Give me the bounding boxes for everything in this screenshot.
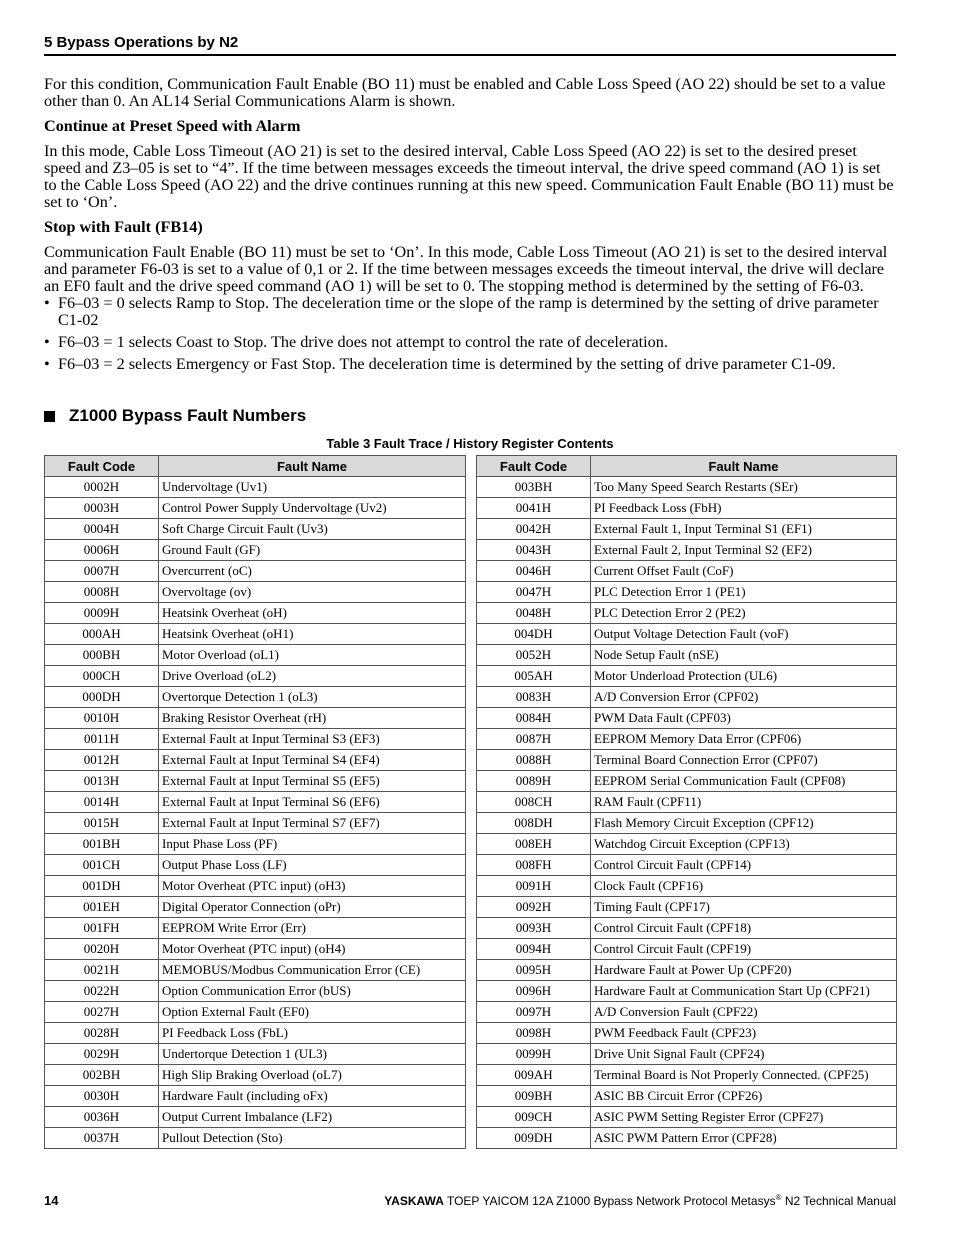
fault-name-cell: PWM Data Fault (CPF03) <box>591 708 897 729</box>
fault-name-cell: Hardware Fault at Power Up (CPF20) <box>591 960 897 981</box>
fault-code-cell: 0009H <box>45 603 159 624</box>
table-row <box>477 561 897 582</box>
list-item <box>44 334 896 351</box>
table-row <box>45 1023 466 1044</box>
fault-name-cell: Hardware Fault (including oFx) <box>159 1086 466 1107</box>
table-row <box>477 687 897 708</box>
fault-code-cell: 0099H <box>477 1044 591 1065</box>
fault-name-cell: Pullout Detection (Sto) <box>159 1128 466 1149</box>
fault-code-cell: 000AH <box>45 624 159 645</box>
fault-code-cell: 009CH <box>477 1107 591 1128</box>
column-header-fault-name: Fault Name <box>159 456 466 477</box>
table-row <box>45 666 466 687</box>
footer-title <box>384 1193 896 1208</box>
fault-code-cell: 0084H <box>477 708 591 729</box>
fault-code-cell: 008EH <box>477 834 591 855</box>
list-item <box>44 295 896 329</box>
fault-name-cell: High Slip Braking Overload (oL7) <box>159 1065 466 1086</box>
fault-code-cell: 0007H <box>45 561 159 582</box>
table-row <box>45 792 466 813</box>
fault-code-cell: 0037H <box>45 1128 159 1149</box>
fault-code-cell: 0008H <box>45 582 159 603</box>
fault-name-cell: Drive Overload (oL2) <box>159 666 466 687</box>
table-row <box>477 750 897 771</box>
table-row <box>45 603 466 624</box>
fault-code-cell: 0036H <box>45 1107 159 1128</box>
fault-name-cell: Option External Fault (EF0) <box>159 1002 466 1023</box>
fault-name-cell: ASIC PWM Pattern Error (CPF28) <box>591 1128 897 1149</box>
fault-code-cell: 0052H <box>477 645 591 666</box>
table-row <box>45 708 466 729</box>
fault-name-cell: External Fault 2, Input Terminal S2 (EF2) <box>591 540 897 561</box>
table-row <box>45 624 466 645</box>
list-item <box>44 356 896 373</box>
fault-name-cell: EEPROM Memory Data Error (CPF06) <box>591 729 897 750</box>
fault-code-cell: 004DH <box>477 624 591 645</box>
fault-name-cell: ASIC BB Circuit Error (CPF26) <box>591 1086 897 1107</box>
table-row <box>477 813 897 834</box>
fault-code-cell: 001CH <box>45 855 159 876</box>
table-row <box>45 729 466 750</box>
fault-name-cell: A/D Conversion Fault (CPF22) <box>591 1002 897 1023</box>
fault-code-cell: 0002H <box>45 477 159 498</box>
table-row <box>477 582 897 603</box>
table-row <box>477 666 897 687</box>
fault-name-cell: Control Circuit Fault (CPF19) <box>591 939 897 960</box>
fault-name-cell: PLC Detection Error 1 (PE1) <box>591 582 897 603</box>
table-row <box>45 1086 466 1107</box>
fault-name-cell: External Fault at Input Terminal S4 (EF4) <box>159 750 466 771</box>
fault-code-cell: 0014H <box>45 792 159 813</box>
table-row <box>45 918 466 939</box>
fault-code-cell: 0098H <box>477 1023 591 1044</box>
bullet-text: F6–03 = 0 selects Ramp to Stop. The deceleration time or the slope of the ramp is determined by the setting of drive parameter C1-02 <box>58 294 879 329</box>
fault-code-cell: 009BH <box>477 1086 591 1107</box>
column-header-fault-code: Fault Code <box>477 456 591 477</box>
fault-code-cell: 000CH <box>45 666 159 687</box>
fault-name-cell: External Fault at Input Terminal S5 (EF5) <box>159 771 466 792</box>
fault-code-cell: 0042H <box>477 519 591 540</box>
fault-name-cell: Node Setup Fault (nSE) <box>591 645 897 666</box>
fault-code-cell: 0091H <box>477 876 591 897</box>
table-row <box>45 897 466 918</box>
table-row <box>45 876 466 897</box>
fault-name-cell: Overcurrent (oC) <box>159 561 466 582</box>
fault-code-cell: 0093H <box>477 918 591 939</box>
fault-code-cell: 0041H <box>477 498 591 519</box>
fault-name-cell: Watchdog Circuit Exception (CPF13) <box>591 834 897 855</box>
fault-name-cell: Output Current Imbalance (LF2) <box>159 1107 466 1128</box>
table-row <box>45 939 466 960</box>
column-header-fault-code: Fault Code <box>45 456 159 477</box>
fault-code-cell: 0028H <box>45 1023 159 1044</box>
fault-name-cell: A/D Conversion Error (CPF02) <box>591 687 897 708</box>
table-row <box>477 477 897 498</box>
fault-code-cell: 0096H <box>477 981 591 1002</box>
fault-name-cell: Digital Operator Connection (oPr) <box>159 897 466 918</box>
fault-name-cell: Output Voltage Detection Fault (voF) <box>591 624 897 645</box>
square-bullet-icon <box>44 411 55 422</box>
fault-name-cell: Motor Overheat (PTC input) (oH3) <box>159 876 466 897</box>
table-row <box>477 624 897 645</box>
table-row <box>477 1086 897 1107</box>
fault-name-cell: External Fault at Input Terminal S3 (EF3) <box>159 729 466 750</box>
fault-code-cell: 0048H <box>477 603 591 624</box>
fault-name-cell: Terminal Board is Not Properly Connected. (CPF25) <box>591 1065 897 1086</box>
fault-code-cell: 0097H <box>477 1002 591 1023</box>
fault-name-cell: Timing Fault (CPF17) <box>591 897 897 918</box>
table-row <box>45 582 466 603</box>
fault-table-left <box>44 455 466 1149</box>
table-row <box>45 645 466 666</box>
subheading-stop-with-fault: Stop with Fault (FB14) <box>44 218 203 236</box>
table-header-row <box>45 456 466 477</box>
fault-code-cell: 0006H <box>45 540 159 561</box>
table-row <box>477 498 897 519</box>
table-header-row <box>477 456 897 477</box>
fault-code-cell: 008FH <box>477 855 591 876</box>
fault-code-cell: 009AH <box>477 1065 591 1086</box>
table-row <box>45 1002 466 1023</box>
table-row <box>45 519 466 540</box>
fault-name-cell: External Fault at Input Terminal S7 (EF7) <box>159 813 466 834</box>
table-row <box>45 687 466 708</box>
fault-name-cell: Control Power Supply Undervoltage (Uv2) <box>159 498 466 519</box>
table-row <box>477 771 897 792</box>
table-row <box>45 981 466 1002</box>
table-row <box>477 540 897 561</box>
header-rule <box>44 54 896 56</box>
table-row <box>477 1023 897 1044</box>
fault-name-cell: Ground Fault (GF) <box>159 540 466 561</box>
fault-code-cell: 000BH <box>45 645 159 666</box>
section-header: 5 Bypass Operations by N2 <box>44 34 239 51</box>
table-row <box>477 1044 897 1065</box>
table-row <box>477 792 897 813</box>
fault-code-cell: 0047H <box>477 582 591 603</box>
fault-code-cell: 0004H <box>45 519 159 540</box>
fault-name-cell: PLC Detection Error 2 (PE2) <box>591 603 897 624</box>
fault-code-cell: 0015H <box>45 813 159 834</box>
table-row <box>477 519 897 540</box>
bullet-text: F6–03 = 1 selects Coast to Stop. The drive does not attempt to control the rate of deceleration. <box>58 333 668 351</box>
fault-code-cell: 0027H <box>45 1002 159 1023</box>
fault-code-cell: 0030H <box>45 1086 159 1107</box>
fault-code-cell: 001BH <box>45 834 159 855</box>
bullet-text: F6–03 = 2 selects Emergency or Fast Stop. The deceleration time is determined by the setting of drive parameter C1-09. <box>58 355 836 373</box>
fault-name-cell: Overtorque Detection 1 (oL3) <box>159 687 466 708</box>
table-row <box>477 1002 897 1023</box>
fault-name-cell: Control Circuit Fault (CPF18) <box>591 918 897 939</box>
fault-name-cell: Heatsink Overheat (oH1) <box>159 624 466 645</box>
fault-code-cell: 0010H <box>45 708 159 729</box>
fault-name-cell: Motor Overheat (PTC input) (oH4) <box>159 939 466 960</box>
table-row <box>477 897 897 918</box>
fault-name-cell: External Fault at Input Terminal S6 (EF6) <box>159 792 466 813</box>
fault-name-cell: Undertorque Detection 1 (UL3) <box>159 1044 466 1065</box>
fault-code-cell: 0087H <box>477 729 591 750</box>
fault-code-cell: 001DH <box>45 876 159 897</box>
bullet-list <box>44 295 896 373</box>
table-row <box>477 645 897 666</box>
fault-code-cell: 0043H <box>477 540 591 561</box>
paragraph-3: Communication Fault Enable (BO 11) must be set to ‘On’. In this mode, Cable Loss Timeout (AO 21) is set to the desired interval and parameter F6-03 is set to a value of 0,1 or 2. If the time between messages exceeds the timeout interval, the drive will declare an EF0 fault and the drive speed command (AO 1) will be set to 0. The stopping method is determined by the setting of F6-03. <box>44 243 888 295</box>
bullet-icon: • <box>44 294 50 312</box>
fault-name-cell: Too Many Speed Search Restarts (SEr) <box>591 477 897 498</box>
fault-code-cell: 0046H <box>477 561 591 582</box>
fault-name-cell: Current Offset Fault (CoF) <box>591 561 897 582</box>
fault-name-cell: Control Circuit Fault (CPF14) <box>591 855 897 876</box>
brand-name: YASKAWA <box>384 1194 444 1208</box>
fault-name-cell: MEMOBUS/Modbus Communication Error (CE) <box>159 960 466 981</box>
fault-code-cell: 0003H <box>45 498 159 519</box>
fault-name-cell: PI Feedback Loss (FbL) <box>159 1023 466 1044</box>
fault-code-cell: 0013H <box>45 771 159 792</box>
subheading-continue-preset-speed: Continue at Preset Speed with Alarm <box>44 117 301 135</box>
fault-code-cell: 0022H <box>45 981 159 1002</box>
table-row <box>45 1044 466 1065</box>
table-row <box>45 1107 466 1128</box>
table-row <box>45 834 466 855</box>
fault-code-cell: 0020H <box>45 939 159 960</box>
fault-name-cell: PI Feedback Loss (FbH) <box>591 498 897 519</box>
fault-name-cell: Terminal Board Connection Error (CPF07) <box>591 750 897 771</box>
table-row <box>45 540 466 561</box>
table-row <box>477 918 897 939</box>
fault-name-cell: Motor Underload Protection (UL6) <box>591 666 897 687</box>
fault-code-cell: 000DH <box>45 687 159 708</box>
fault-table-right <box>476 455 897 1149</box>
fault-code-cell: 005AH <box>477 666 591 687</box>
fault-code-cell: 003BH <box>477 477 591 498</box>
fault-name-cell: Flash Memory Circuit Exception (CPF12) <box>591 813 897 834</box>
fault-code-cell: 008DH <box>477 813 591 834</box>
table-row <box>477 1107 897 1128</box>
fault-name-cell: EEPROM Serial Communication Fault (CPF08) <box>591 771 897 792</box>
column-header-fault-name: Fault Name <box>591 456 897 477</box>
page-number: 14 <box>44 1193 59 1208</box>
table-row <box>45 561 466 582</box>
fault-name-cell: EEPROM Write Error (Err) <box>159 918 466 939</box>
bullet-icon: • <box>44 333 50 351</box>
table-row <box>45 960 466 981</box>
fault-name-cell: Clock Fault (CPF16) <box>591 876 897 897</box>
bullet-icon: • <box>44 355 50 373</box>
fault-name-cell: Input Phase Loss (PF) <box>159 834 466 855</box>
table-row <box>477 834 897 855</box>
fault-name-cell: Hardware Fault at Communication Start Up (CPF21) <box>591 981 897 1002</box>
table-row <box>477 855 897 876</box>
table-row <box>477 603 897 624</box>
fault-code-cell: 0088H <box>477 750 591 771</box>
fault-name-cell: Undervoltage (Uv1) <box>159 477 466 498</box>
table-row <box>45 498 466 519</box>
fault-code-cell: 002BH <box>45 1065 159 1086</box>
section-title-text: Z1000 Bypass Fault Numbers <box>69 406 307 425</box>
fault-code-cell: 0012H <box>45 750 159 771</box>
table-row <box>477 981 897 1002</box>
registered-mark: ® <box>775 1193 782 1202</box>
table-row <box>45 771 466 792</box>
fault-name-cell: Heatsink Overheat (oH) <box>159 603 466 624</box>
fault-code-cell: 0089H <box>477 771 591 792</box>
fault-code-cell: 009DH <box>477 1128 591 1149</box>
fault-name-cell: Drive Unit Signal Fault (CPF24) <box>591 1044 897 1065</box>
fault-name-cell: Overvoltage (ov) <box>159 582 466 603</box>
fault-name-cell: Output Phase Loss (LF) <box>159 855 466 876</box>
table-row <box>477 1128 897 1149</box>
table-row <box>45 813 466 834</box>
fault-code-cell: 0029H <box>45 1044 159 1065</box>
table-row <box>477 729 897 750</box>
manual-title-suffix: N2 Technical Manual <box>781 1194 896 1208</box>
fault-code-cell: 0094H <box>477 939 591 960</box>
fault-code-cell: 0092H <box>477 897 591 918</box>
table-row <box>477 1065 897 1086</box>
fault-name-cell: Braking Resistor Overheat (rH) <box>159 708 466 729</box>
table-caption: Table 3 Fault Trace / History Register Contents <box>326 436 614 451</box>
fault-code-cell: 0095H <box>477 960 591 981</box>
fault-name-cell: PWM Feedback Fault (CPF23) <box>591 1023 897 1044</box>
table-row <box>45 1128 466 1149</box>
table-row <box>45 1065 466 1086</box>
body-text <box>44 76 896 378</box>
fault-code-cell: 0021H <box>45 960 159 981</box>
paragraph-2: In this mode, Cable Loss Timeout (AO 21) is set to the desired interval, Cable Loss Speed (AO 22) is set to the desired preset speed and Z3–05 is set to “4”. If the time between messages exceeds the timeout interval, the drive speed command (AO 1) is set to the Cable Loss Speed (AO 22) and the drive continues running at this new speed. Communication Fault Enable (BO 11) must be set to ‘On’. <box>44 142 894 211</box>
fault-code-cell: 0011H <box>45 729 159 750</box>
fault-code-cell: 008CH <box>477 792 591 813</box>
table-row <box>45 855 466 876</box>
manual-title: TOEP YAICOM 12A Z1000 Bypass Network Protocol Metasys <box>446 1194 776 1208</box>
section-title <box>44 406 306 426</box>
table-row <box>45 477 466 498</box>
fault-name-cell: RAM Fault (CPF11) <box>591 792 897 813</box>
fault-code-cell: 001FH <box>45 918 159 939</box>
fault-name-cell: Option Communication Error (bUS) <box>159 981 466 1002</box>
fault-name-cell: Soft Charge Circuit Fault (Uv3) <box>159 519 466 540</box>
fault-name-cell: Motor Overload (oL1) <box>159 645 466 666</box>
paragraph-1: For this condition, Communication Fault Enable (BO 11) must be enabled and Cable Loss Speed (AO 22) should be set to a value other than 0. An AL14 Serial Communications Alarm is shown. <box>44 75 886 110</box>
fault-code-cell: 0083H <box>477 687 591 708</box>
fault-name-cell: External Fault 1, Input Terminal S1 (EF1) <box>591 519 897 540</box>
table-row <box>477 960 897 981</box>
table-row <box>45 750 466 771</box>
fault-code-cell: 001EH <box>45 897 159 918</box>
table-row <box>477 939 897 960</box>
table-row <box>477 708 897 729</box>
fault-name-cell: ASIC PWM Setting Register Error (CPF27) <box>591 1107 897 1128</box>
table-row <box>477 876 897 897</box>
